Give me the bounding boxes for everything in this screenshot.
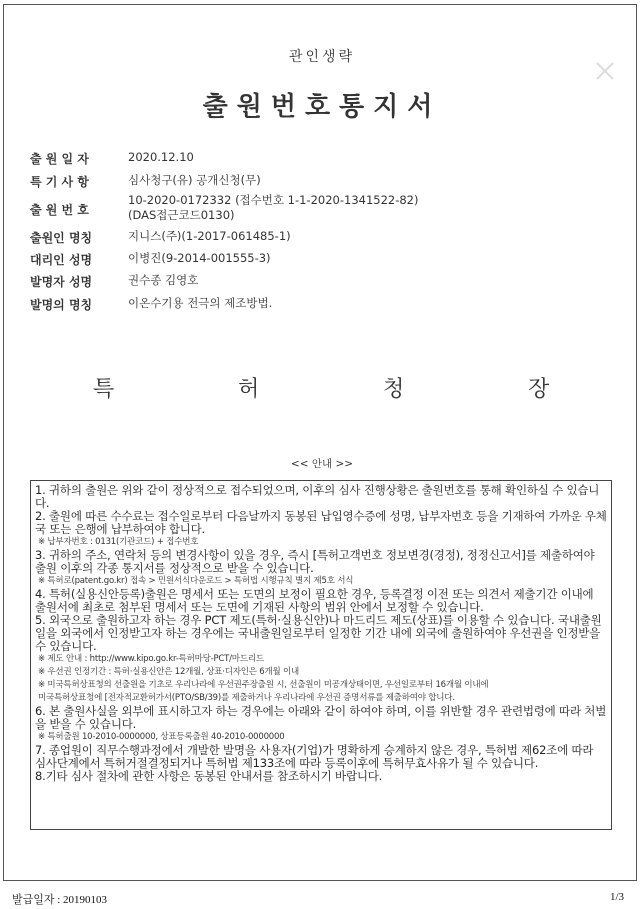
field-value-invention-title: 이온수기용 전극의 제조방법. [128, 296, 273, 310]
field-value-agent: 이병진(9-2014-001555-3) [128, 251, 271, 265]
notice-item: 1. 귀하의 출원은 위와 같이 정상적으로 접수되었으며, 이후의 심사 진행상황은 출원번호를 통해 확인하실 수 있습니다. [35, 483, 600, 510]
field-value-filing-date: 2020.12.10 [128, 150, 194, 164]
page-number: 1/3 [610, 891, 625, 903]
field-label-applicant: 출원인 명칭 [30, 231, 93, 245]
field-label-special-notes: 특 기 사 항 [30, 175, 89, 189]
notice-item: 8.기타 심사 절차에 관한 사항은 동봉된 안내서를 참조하시기 바랍니다. [35, 769, 383, 783]
field-label-inventor: 발명자 성명 [30, 275, 93, 289]
issuer-title-char: 허 [238, 377, 260, 402]
seal-omitted-label: 관인생략 [288, 49, 356, 65]
field-value-special-notes: 심사청구(유) 공개신청(무) [128, 173, 261, 187]
notice-item: 4. 특허(실용신안등록)출원은 명세서 또는 도면의 보정이 필요한 경우, 등록결정 이전 또는 의견서 제출기간 이내에 출원서에 최초로 첨부된 명세서 또는 도면에 기재된 사항의 범위 안에서 보정할 수 있습니다. [35, 587, 594, 614]
issuer-title [0, 372, 644, 402]
field-label-agent: 대리인 성명 [30, 253, 93, 267]
field-label-application-number: 출 원 번 호 [30, 203, 89, 217]
notice-heading: << 안내 >> [290, 458, 354, 470]
issuer-title-char: 특 [93, 377, 115, 402]
notice-note: ※ 우선권 인정기간 : 특허·실용신안은 12개월, 상표·디자인은 6개월 이내 [38, 667, 300, 677]
field-value-application-number: 10-2020-0172332 (접수번호 1-1-2020-1341522-82) [128, 193, 419, 207]
issuer-title-char: 청 [383, 377, 405, 402]
issuer-title-char: 장 [528, 377, 550, 402]
close-icon[interactable] [594, 60, 616, 82]
notice-item: 3. 귀하의 주소, 연락처 등의 변경사항이 있을 경우, 즉시 [특허고객번호 정보변경(경정), 정정신고서]를 제출하여야 출원 이후의 각종 통지서를 정상적으로 받을 수 있습니다. [35, 548, 595, 575]
field-value-applicant: 지니스(주)(1-2017-061485-1) [128, 229, 291, 243]
field-label-filing-date: 출 원 일 자 [30, 152, 89, 166]
notice-note: ※ 제도 안내 : http://www.kipo.go.kr-특허마당-PCT/마드리드 [38, 654, 264, 664]
notice-note: ※ 납부자번호 : 0131(기관코드) + 접수번호 [38, 537, 199, 547]
notice-note: ※ 특허로(patent.go.kr) 접속 > 민원서식다운로드 > 특허법 시행규칙 별지 제5호 서식 [38, 576, 354, 586]
notice-item: 5. 외국으로 출원하고자 하는 경우 PCT 제도(특허·실용신안)나 마드리드 제도(상표)를 이용할 수 있습니다. 국내출원일을 외국에서 인정받고자 하는 경우에는 국내출원일로부터 일정한 기간 내에 외국에 출원하여야 우선권을 인정받을 수 있습니다. [35, 613, 602, 653]
notice-item: 7. 종업원이 직무수행과정에서 개발한 발명을 사용자(기업)가 명확하게 승계하지 않은 경우, 특허법 제62조에 따라 심사단계에서 특허거절결정되거나 특허법 제133조에 따라 등록이후에 특허무효사유가 될 수 있습니다. [35, 743, 594, 770]
notice-box [30, 480, 612, 830]
notice-item: 6. 본 출원사실을 외부에 표시하고자 하는 경우에는 아래와 같이 하여야 하며, 이를 위반할 경우 관련법령에 따라 처벌을 받을 수 있습니다. [35, 704, 607, 731]
notice-note: ※ 미국특허상표청의 선출원을 기초로 우리나라에 우선권주장출원 시, 선출원이 미공개상태이면, 우선일로부터 16개월 이내에 [38, 680, 489, 690]
field-value-das-code: (DAS접근코드0130) [128, 208, 235, 222]
notice-note: ※ 특허출원 10-2010-0000000, 상표등록출원 40-2010-0000000 [38, 732, 285, 742]
document-title: 출원번호통지서 [202, 92, 442, 122]
notice-note: 미국특허상표청에 [전자적교환허가서(PTO/SB/39)를 제출하거나 우리나라에 우선권 증명서류를 제출하여야 합니다. [38, 693, 455, 703]
notice-item: 2. 출원에 따른 수수료는 접수일로부터 다음날까지 동봉된 납입영수증에 성명, 납부자번호 등을 기재하여 가까운 우체국 또는 은행에 납부하여야 합니다. [35, 509, 607, 536]
issue-date: 발급일자 : 20190103 [12, 894, 108, 906]
field-value-inventor: 권수종 김영호 [128, 273, 199, 287]
field-label-invention-title: 발명의 명칭 [30, 298, 93, 312]
